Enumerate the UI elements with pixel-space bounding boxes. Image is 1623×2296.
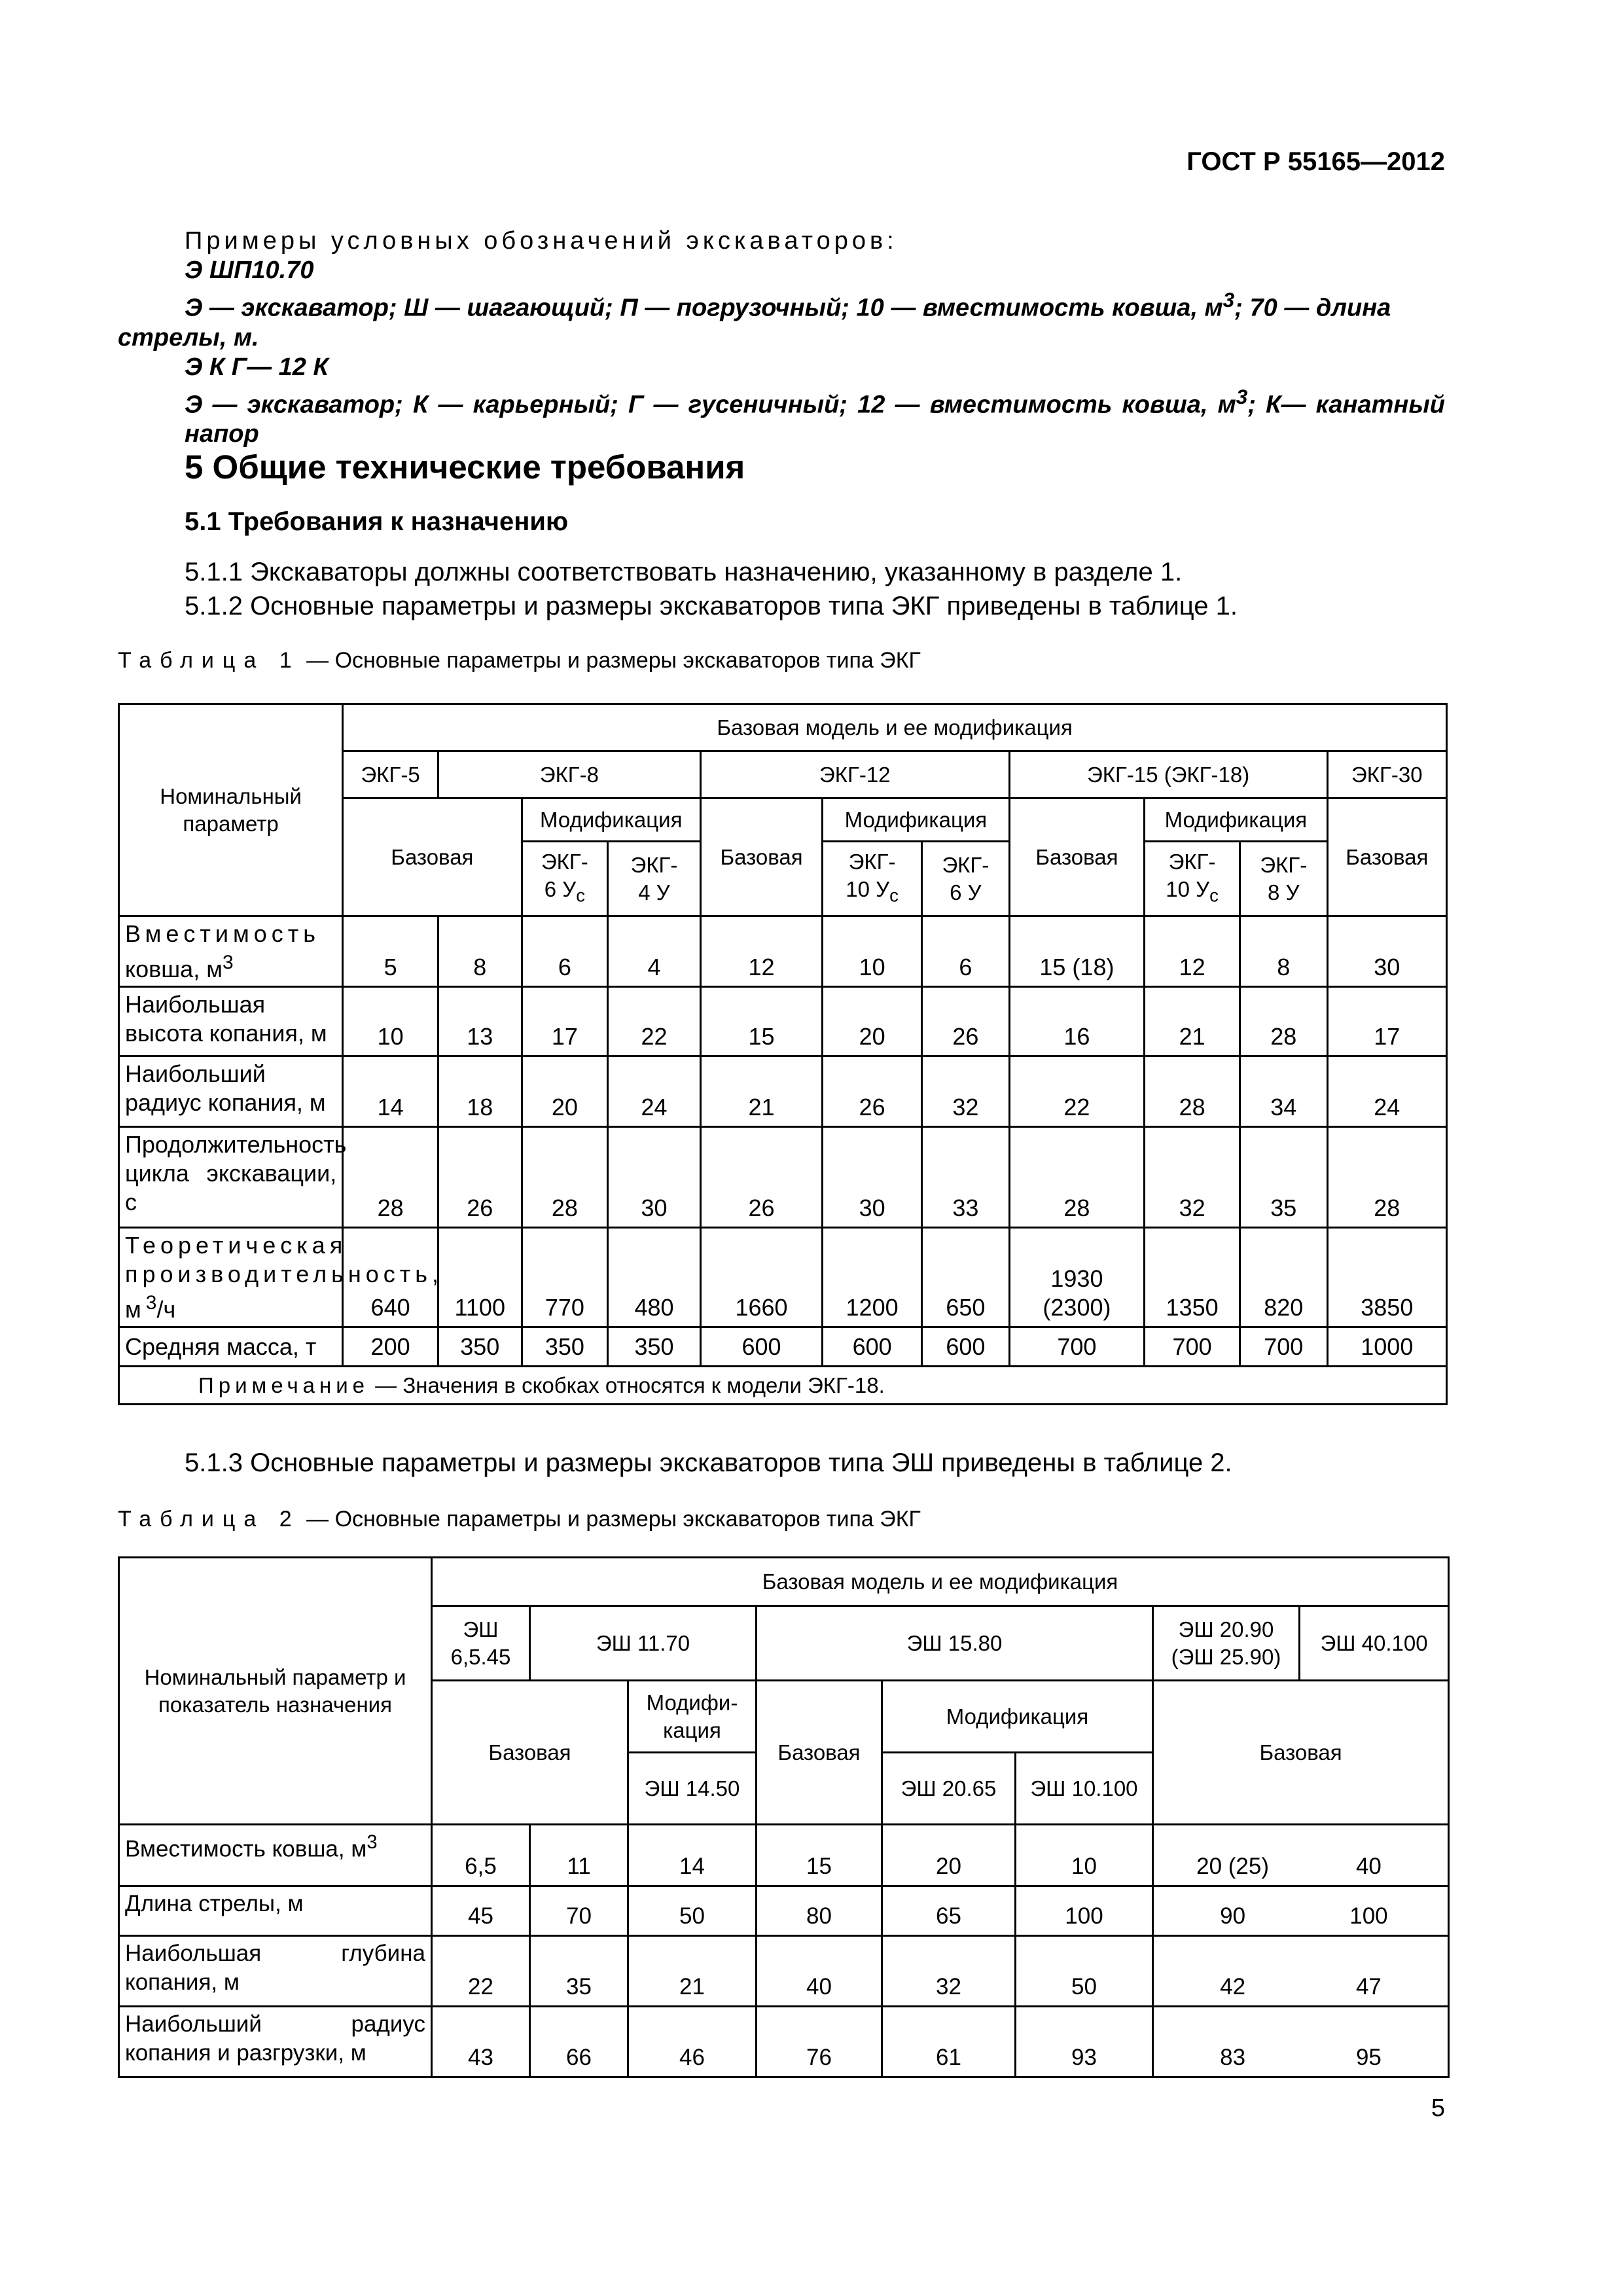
cell: 700 [1009,1327,1145,1367]
table-row [119,1825,1449,1886]
table-1-model: ЭКГ-15 (ЭКГ-18) [1009,751,1327,798]
table-2-base-label: Базовая [757,1681,882,1825]
table-2-mod-label: Модификация [882,1681,1153,1753]
table-1-note: Примечание — Значения в скобках относятся к модели ЭКГ-18. [119,1367,1447,1405]
table-2-model: ЭШ 11.70 [530,1606,757,1681]
table-1-model: ЭКГ-8 [438,751,700,798]
table-row [119,1127,1447,1228]
cell: 10 [1016,1825,1153,1886]
cell: 600 [700,1327,822,1367]
cell: 26 [700,1127,822,1228]
cell: 26 [922,987,1010,1056]
row-label: Средняя масса, т [119,1327,343,1367]
table-row [119,2007,1449,2077]
page-number: 5 [1431,2094,1445,2122]
cell: 1660 [700,1228,822,1327]
cell: 20 [823,987,922,1056]
cell: 6,5 [432,1825,530,1886]
cell: 35 [530,1936,628,2007]
table-row [119,1936,1449,2007]
row-label: Продолжительность цикла экскавации, с [119,1127,343,1228]
cell: 22 [432,1936,530,2007]
table-1-mod-label: Модификация [522,798,700,842]
table-2 [118,1556,1450,2078]
cell: 770 [522,1228,608,1327]
table-1-mod-name: ЭКГ- 8 У [1240,842,1327,916]
cell: 28 [522,1127,608,1228]
standard-number: ГОСТ Р 55165—2012 [1186,147,1445,176]
table-2-model: ЭШ 6,5.45 [432,1606,530,1681]
cell: 17 [1327,987,1446,1056]
table-2-caption: Таблица 2 — Основные параметры и размеры экскаваторов типа ЭКГ [118,1507,921,1532]
row-label: Наибольшая высота копания, м [119,987,343,1056]
cell: 8 [438,916,522,987]
cell: 30 [823,1127,922,1228]
cell: 34 [1240,1056,1327,1127]
subsection-title: 5.1 Требования к назначению [185,507,569,536]
cell: 14 [628,1825,757,1886]
table-2-mod-label: Модифи- кация [628,1681,757,1753]
table-1-base-label: Базовая [343,798,522,916]
cell: 650 [922,1228,1010,1327]
table-1-model: ЭКГ-12 [700,751,1009,798]
cell: 15 [700,987,822,1056]
cell: 350 [522,1327,608,1367]
row-label: Наибольший радиус копания, м [119,1056,343,1127]
cell: 8 [1240,916,1327,987]
cell: 200 [343,1327,438,1367]
row-label: Наибольший радиус копания и разгрузки, м [119,2007,432,2077]
table-2-base-model-header: Базовая модель и ее модификация [432,1558,1449,1606]
cell: 11 [530,1825,628,1886]
row-label: Теоретическая производительность, $м^3/ч$ [119,1228,343,1327]
cell: 10 [343,987,438,1056]
table-row [119,916,1447,987]
cell: 640 [343,1228,438,1327]
row-label: Вместимость ковша, $м^3$ [119,916,343,987]
cell: 1000 [1327,1327,1446,1367]
cell: 100 [1016,1886,1153,1936]
cell: 32 [882,1936,1016,2007]
cell: 28 [1327,1127,1446,1228]
table-row [119,1056,1447,1127]
cell: 350 [608,1327,701,1367]
table-1-mod-name: ЭКГ- 6 $У_с$ [522,842,608,916]
table-2-base-label: Базовая [1153,1681,1449,1825]
example-1-code: Э ШП10.70 [185,257,314,284]
cell: 820 [1240,1228,1327,1327]
cell: 700 [1145,1327,1240,1367]
table-2-model: ЭШ 40.100 [1300,1606,1449,1681]
cell: 93 [1016,2007,1153,2077]
cell: 22 [1009,1056,1145,1127]
table-1-mod-name: ЭКГ- 6 У [922,842,1010,916]
cell: 83 95 [1153,2007,1449,2077]
cell: 80 [757,1886,882,1936]
cell: 28 [1145,1056,1240,1127]
cell: 26 [823,1056,922,1127]
example-1-description: Э — экскаватор; Ш — шагающий; П — погрузочный; 10 — вместимость ковша, $м^3$; 70 — длина [185,288,1391,322]
cell: 28 [343,1127,438,1228]
cell: 3850 [1327,1228,1446,1327]
cell: 90 100 [1153,1886,1449,1936]
cell: 600 [922,1327,1010,1367]
cell: 33 [922,1127,1010,1228]
table-row [119,1228,1447,1327]
cell: 14 [343,1056,438,1127]
cell: 600 [823,1327,922,1367]
table-2-mod-name: ЭШ 14.50 [628,1753,757,1825]
cell: 1200 [823,1228,922,1327]
cell: 24 [608,1056,701,1127]
cell: 26 [438,1127,522,1228]
table-2-base-label: Базовая [432,1681,628,1825]
cell: 21 [1145,987,1240,1056]
cell: 66 [530,2007,628,2077]
table-1-base-label: Базовая [1009,798,1145,916]
cell: 32 [1145,1127,1240,1228]
cell: 480 [608,1228,701,1327]
cell: 24 [1327,1056,1446,1127]
table-2-param-header: Номинальный параметр и показатель назначения [119,1558,432,1825]
cell: 20 [522,1056,608,1127]
row-label: Вместимость ковша, $м^3$ [119,1825,432,1886]
cell: 5 [343,916,438,987]
table-1-model: ЭКГ-5 [343,751,438,798]
row-label: Наибольшая глубина копания, м [119,1936,432,2007]
cell: 50 [628,1886,757,1936]
table-1-base-label: Базовая [700,798,822,916]
cell: 13 [438,987,522,1056]
table-2-mod-name: ЭШ 20.65 [882,1753,1016,1825]
cell: 1930 (2300) [1009,1228,1145,1327]
cell: 35 [1240,1127,1327,1228]
cell: 40 [757,1936,882,2007]
cell: 1100 [438,1228,522,1327]
cell: 32 [922,1056,1010,1127]
cell: 76 [757,2007,882,2077]
table-2-model: ЭШ 20.90 (ЭШ 25.90) [1153,1606,1300,1681]
table-2-model: ЭШ 15.80 [757,1606,1153,1681]
cell: 20 (25) 40 [1153,1825,1449,1886]
table-1-mod-name: ЭКГ- 4 У [608,842,701,916]
table-row [119,1886,1449,1936]
cell: 28 [1240,987,1327,1056]
cell: 18 [438,1056,522,1127]
table-row [119,1327,1447,1367]
paragraph-5-1-1: 5.1.1 Экскаваторы должны соответствовать назначению, указанному в разделе 1. [185,558,1183,586]
cell: 45 [432,1886,530,1936]
cell: 43 [432,2007,530,2077]
table-1-caption: Таблица 1 — Основные параметры и размеры экскаваторов типа ЭКГ [118,648,921,673]
cell: 6 [922,916,1010,987]
cell: 17 [522,987,608,1056]
example-2-description: Э — экскаватор; К — карьерный; Г — гусеничный; 12 — вместимость ковша, $м^3$; К— канатный напор [185,384,1445,448]
cell: 50 [1016,1936,1153,2007]
cell: 15 [757,1825,882,1886]
row-label: Длина стрелы, м [119,1886,432,1936]
cell: 42 47 [1153,1936,1449,2007]
cell: 6 [522,916,608,987]
cell: 30 [1327,916,1446,987]
table-1-base-model-header: Базовая модель и ее модификация [343,704,1447,751]
cell: 4 [608,916,701,987]
example-2-code: Э К Г— 12 К [185,353,329,381]
table-1-base-label: Базовая [1327,798,1446,916]
cell: 21 [628,1936,757,2007]
cell: 30 [608,1127,701,1228]
examples-title: Примеры условных обозначений экскаваторов: [185,227,898,255]
cell: 15 (18) [1009,916,1145,987]
designation-examples [118,226,1445,449]
cell: 70 [530,1886,628,1936]
cell: 700 [1240,1327,1327,1367]
cell: 12 [1145,916,1240,987]
cell: 12 [700,916,822,987]
cell: 46 [628,2007,757,2077]
table-1 [118,703,1448,1405]
table-1-model: ЭКГ-30 [1327,751,1446,798]
cell: 20 [882,1825,1016,1886]
cell: 61 [882,2007,1016,2077]
cell: 350 [438,1327,522,1367]
cell: 65 [882,1886,1016,1936]
paragraph-5-1-3: 5.1.3 Основные параметры и размеры экскаваторов типа ЭШ приведены в таблице 2. [185,1448,1232,1477]
section-title: 5 Общие технические требования [185,448,745,486]
table-1-mod-label: Модификация [823,798,1010,842]
table-1-mod-name: ЭКГ- 10 $У_с$ [823,842,922,916]
table-1-mod-name: ЭКГ- 10 $У_с$ [1145,842,1240,916]
paragraph-5-1-2: 5.1.2 Основные параметры и размеры экскаваторов типа ЭКГ приведены в таблице 1. [185,592,1238,620]
example-1-description-cont: стрелы, м. [118,323,259,351]
cell: 21 [700,1056,822,1127]
cell: 10 [823,916,922,987]
cell: 28 [1009,1127,1145,1228]
table-2-mod-name: ЭШ 10.100 [1016,1753,1153,1825]
cell: 22 [608,987,701,1056]
table-1-param-header: Номинальный параметр [119,704,343,916]
table-1-mod-label: Модификация [1145,798,1327,842]
table-row [119,987,1447,1056]
cell: 1350 [1145,1228,1240,1327]
cell: 16 [1009,987,1145,1056]
